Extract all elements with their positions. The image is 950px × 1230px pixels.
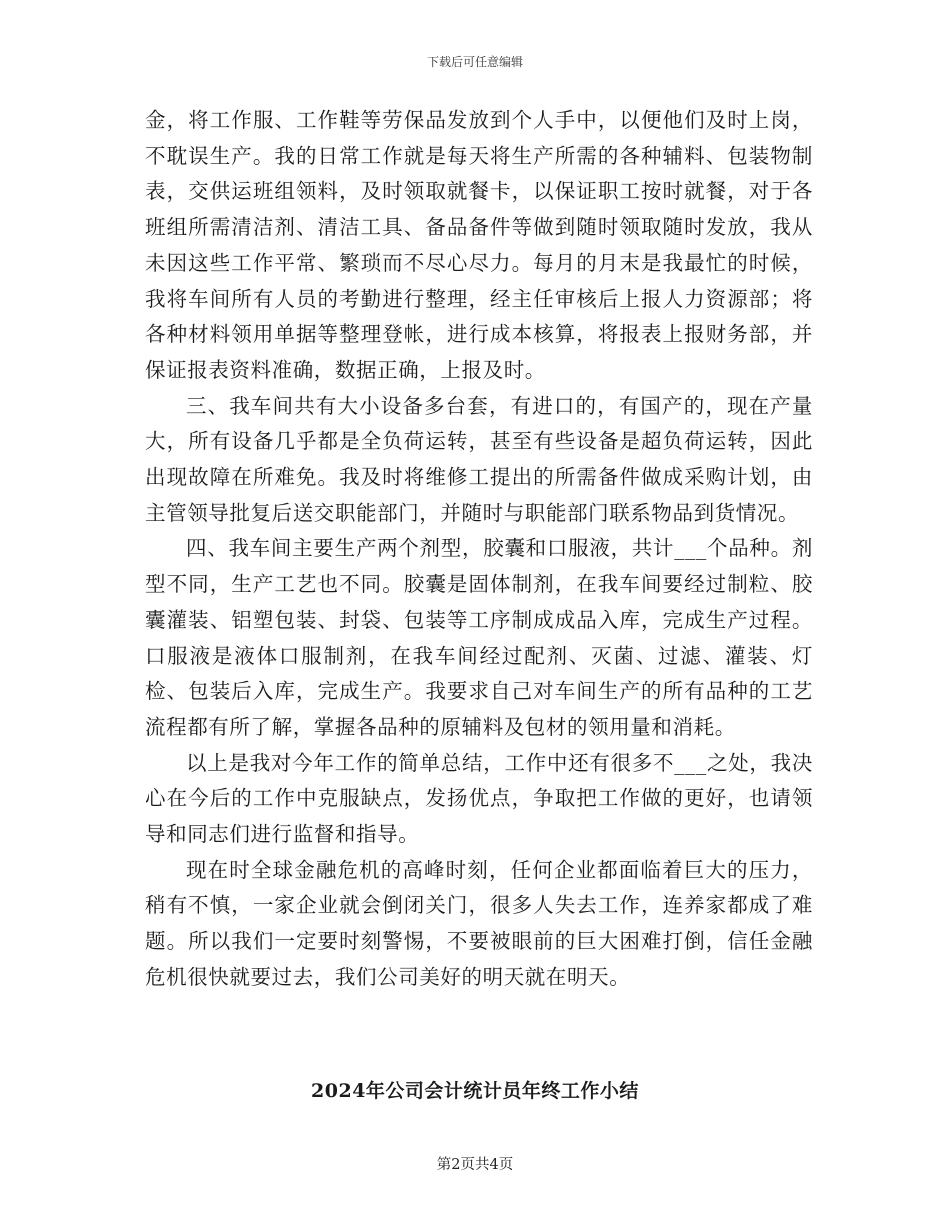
document-body: [145, 103, 813, 996]
paragraph-1: 金，将工作服、工作鞋等劳保品发放到个人手中，以便他们及时上岗，不耽误生产。我的日常工作就是每天将生产所需的各种辅料、包装物制表，交供运班组领料，及时领取就餐卡，以保证职工按时就餐，对于各班组所需清洁剂、清洁工具、备品备件等做到随时领取随时发放，我从未因这些工作平常、繁琐而不尽心尽力。每月的月末是我最忙的时候，我将车间所有人员的考勤进行整理，经主任审核后上报人力资源部；将各种材料领用单据等整理登帐，进行成本核算，将报表上报财务部，并保证报表资料准确，数据正确，上报及时。: [145, 108, 813, 382]
page-number: 第2页共4页: [436, 1157, 514, 1173]
paragraph-3: 四、我车间主要生产两个剂型，胶囊和口服液，共计___个品种。剂型不同，生产工艺也不同。胶囊是固体制剂，在我车间要经过制粒、胶囊灌装、铝塑包装、封袋、包装等工序制成成品入库，完成生产过程。口服液是液体口服制剂，在我车间经过配剂、灭菌、过滤、灌装、灯检、包装后入库，完成生产。我要求自己对车间生产的所有品种的工艺流程都有所了解，掌握各品种的原辅料及包材的领用量和消耗。: [145, 536, 813, 739]
section-title: 2024年公司会计统计员年终工作小结: [311, 1080, 639, 1102]
paragraph-5: 现在时全球金融危机的高峰时刻，任何企业都面临着巨大的压力，稍有不慎，一家企业就会倒闭关门，很多人失去工作，连养家都成了难题。所以我们一定要时刻警惕，不要被眼前的巨大困难打倒，信任金融危机很快就要过去，我们公司美好的明天就在明天。: [145, 857, 813, 989]
paragraph-4: 以上是我对今年工作的简单总结，工作中还有很多不___之处，我决心在今后的工作中克服缺点，发扬优点，争取把工作做的更好，也请领导和同志们进行监督和指导。: [145, 750, 813, 847]
paragraph-2: 三、我车间共有大小设备多台套，有进口的，有国产的，现在产量大，所有设备几乎都是全负荷运转，甚至有些设备是超负荷运转，因此出现故障在所难免。我及时将维修工提出的所需备件做成采购计划，由主管领导批复后送交职能部门，并随时与职能部门联系物品到货情况。: [145, 393, 813, 525]
page-header-note: 下载后可任意编辑: [426, 55, 523, 69]
